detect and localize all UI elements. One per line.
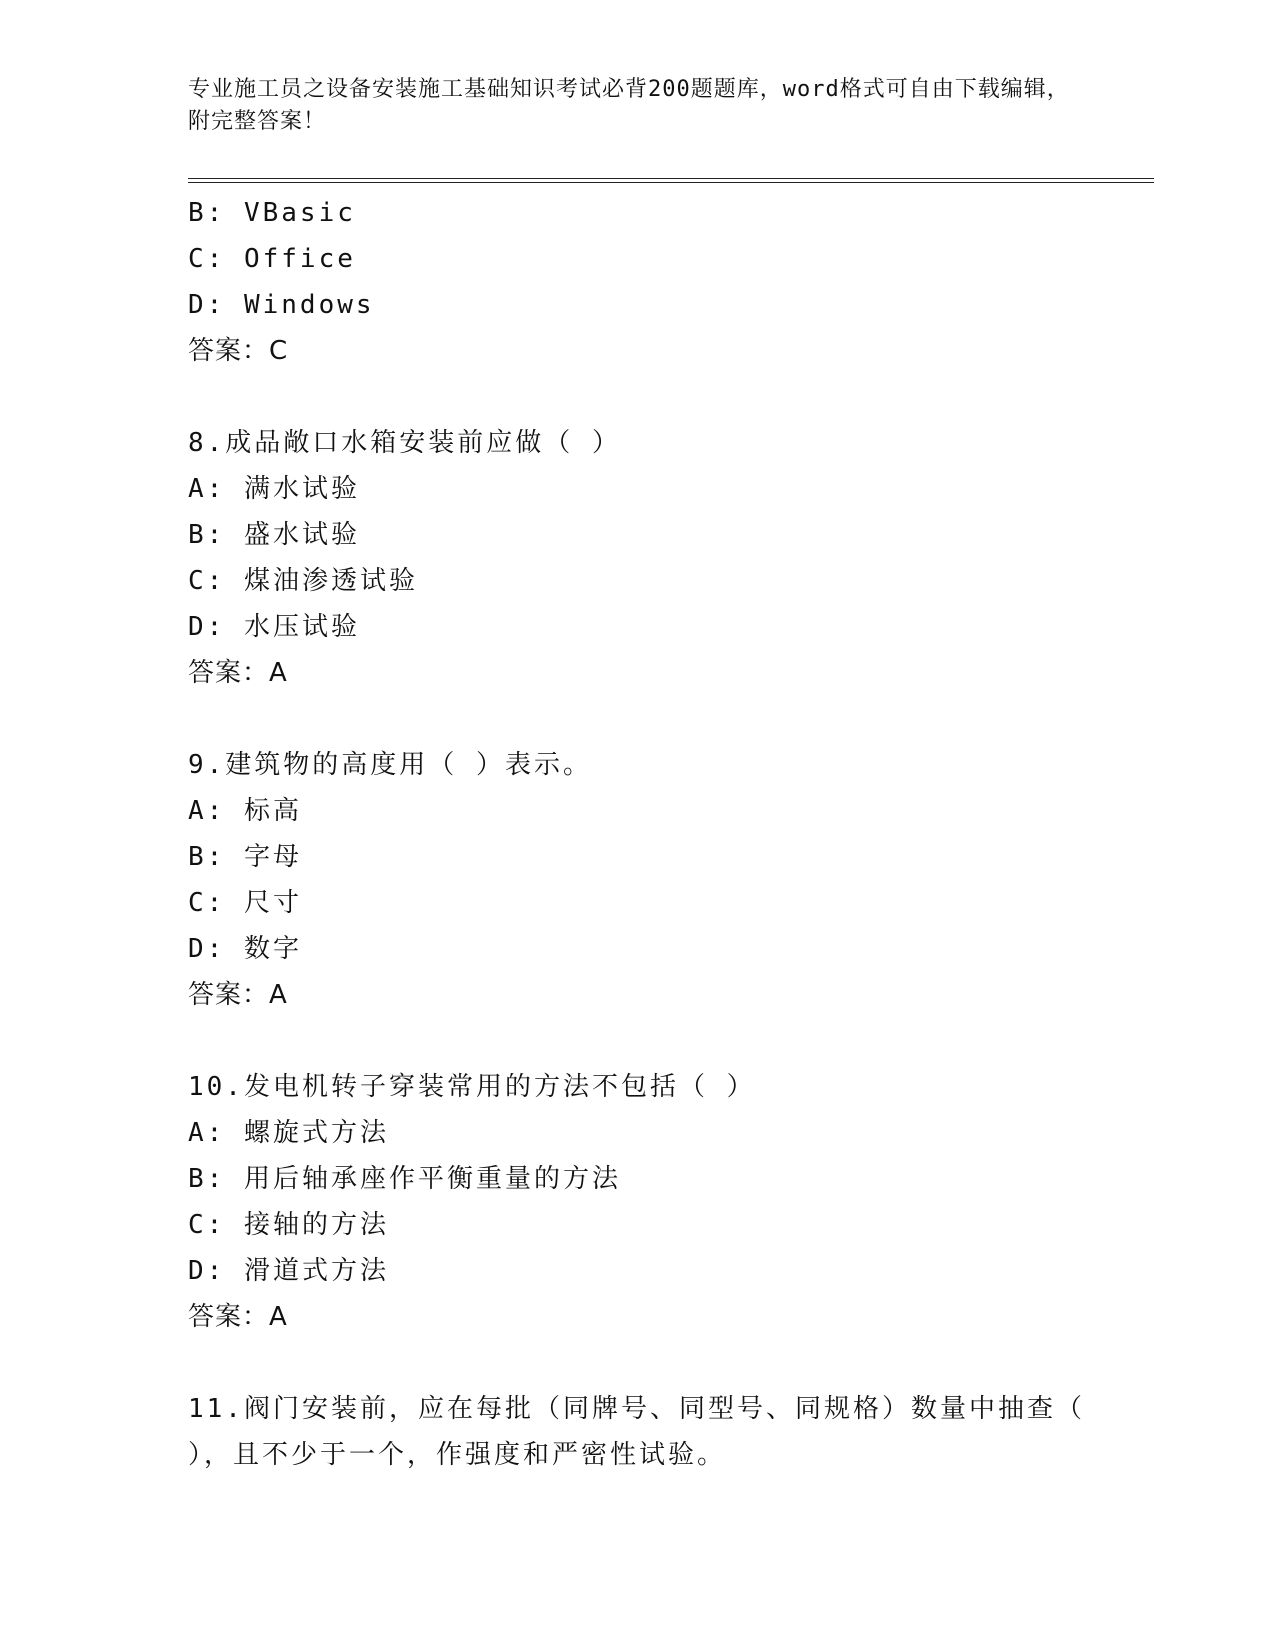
spacer xyxy=(188,1018,1088,1064)
spacer xyxy=(188,696,1088,742)
option-d: D: 数字 xyxy=(188,934,302,964)
option-a: A: 标高 xyxy=(188,796,302,826)
question-text: 8.成品敞口水箱安装前应做（ ） xyxy=(188,428,621,458)
option-d: D: 滑道式方法 xyxy=(188,1256,389,1286)
option-c: C: Office xyxy=(188,244,356,274)
option-d: D: 水压试验 xyxy=(188,612,360,642)
option-b: B: 盛水试验 xyxy=(188,520,360,550)
question-9 xyxy=(188,742,1088,1018)
question-10 xyxy=(188,1064,1088,1340)
spacer xyxy=(188,374,1088,420)
option-c: C: 尺寸 xyxy=(188,888,302,918)
question-text: 11.阀门安装前，应在每批（同牌号、同型号、同规格）数量中抽查（ ），且不少于一个，作强度和严密性试验。 xyxy=(188,1394,1085,1470)
option-b: B: 用后轴承座作平衡重量的方法 xyxy=(188,1164,621,1194)
option-b: B: 字母 xyxy=(188,842,302,872)
spacer xyxy=(188,1340,1088,1386)
answer: 答案：C xyxy=(188,336,289,366)
header-rule-top xyxy=(188,178,1154,179)
question-8 xyxy=(188,420,1088,696)
question-7-tail xyxy=(188,190,1088,374)
question-text: 10.发电机转子穿装常用的方法不包括（ ） xyxy=(188,1072,756,1102)
document-header: 专业施工员之设备安装施工基础知识考试必背200题题库，word格式可自由下载编辑，附完整答案！ xyxy=(188,77,1070,134)
option-c: C: 煤油渗透试验 xyxy=(188,566,418,596)
option-d: D: Windows xyxy=(188,290,375,320)
header-rule-bottom xyxy=(188,182,1154,183)
option-c: C: 接轴的方法 xyxy=(188,1210,389,1240)
question-list xyxy=(188,190,1088,1478)
option-a: A: 螺旋式方法 xyxy=(188,1118,389,1148)
answer: 答案：A xyxy=(188,658,288,688)
answer: 答案：A xyxy=(188,1302,288,1332)
question-text: 9.建筑物的高度用（ ）表示。 xyxy=(188,750,592,780)
option-a: A: 满水试验 xyxy=(188,474,360,504)
question-11 xyxy=(188,1386,1088,1478)
answer: 答案：A xyxy=(188,980,288,1010)
option-b: B: VBasic xyxy=(188,198,356,228)
